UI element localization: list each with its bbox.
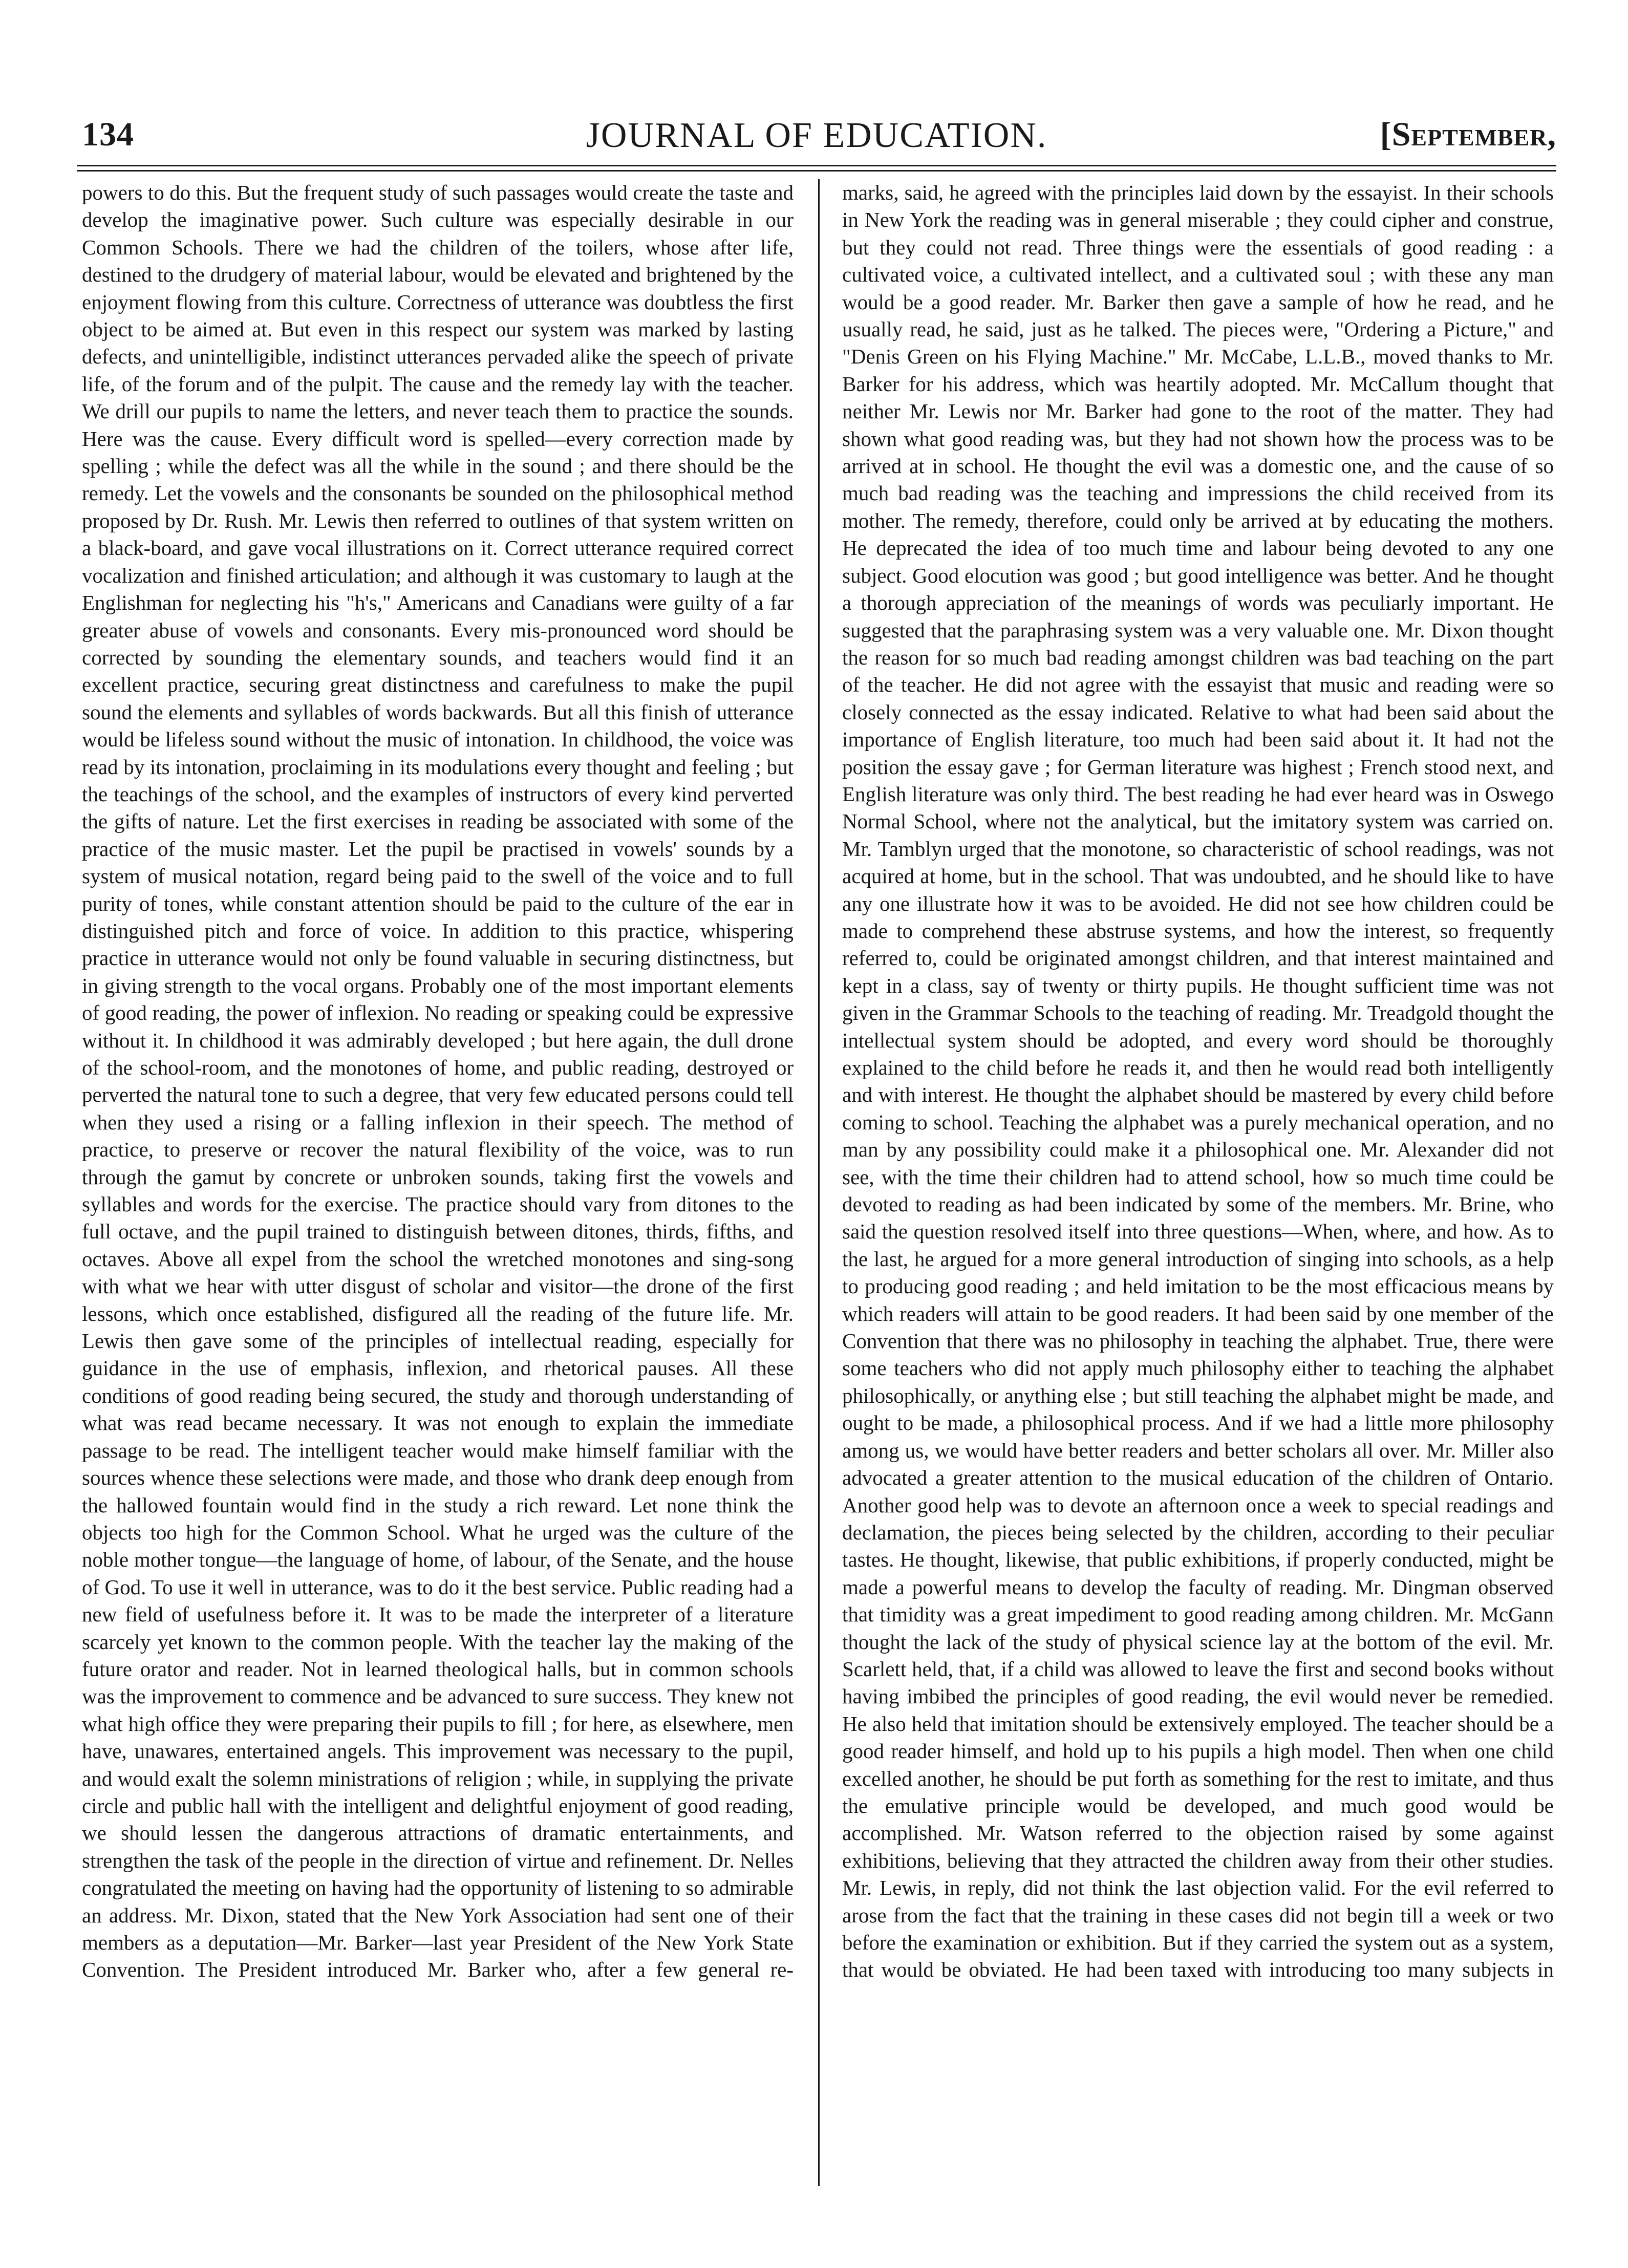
body-columns bbox=[77, 179, 1556, 2196]
right-column bbox=[842, 179, 1554, 2196]
left-column-text: powers to do this. But the frequent study of such passages would create the taste and develop the imaginative power. Such culture was especially desirable in our Common Schools. There we had the children of the toilers, whose after life, destined to the drudgery of material labour, would be elevated and brightened by the enjoyment flowing from this culture. Correctness of utterance was doubtless the first object to be aimed at. But even in this respect our system was marked by lasting defects, and unintelligible, indistinct utterances pervaded alike the speech of private life, of the forum and of the pulpit. The cause and the remedy lay with the teacher. We drill our pupils to name the letters, and never teach them to practice the sounds. Here was the cause. Every difficult word is spelled—every correction made by spelling ; while the defect was all the while in the sound ; and there should be the remedy. Let the vowels and the consonants be sounded on the philosophical method proposed by Dr. Rush. Mr. Lewis then referred to outlines of that system written on a black-board, and gave vocal illustrations on it. Correct utterance required correct vocalization and finished articulation; and although it was customary to laugh at the Englishman for neglecting his "h's," Americans and Canadians were guilty of a far greater abuse of vowels and consonants. Every mis-pronounced word should be corrected by sounding the elementary sounds, and teachers would find it an excellent practice, securing great distinctness and carefulness to make the pupil sound the elements and syllables of words backwards. But all this finish of utterance would be lifeless sound without the music of intonation. In childhood, the voice was read by its intonation, proclaiming in its modulations every thought and feeling ; but the teachings of the school, and the examples of instructors of every kind perverted the gifts of nature. Let the first exercises in reading be associated with some of the practice of the music master. Let the pupil be practised in vowels' sounds by a system of musical notation, regard being paid to the swell of the voice and to full purity of tones, while constant attention should be paid to the culture of the ear in distinguished pitch and force of voice. In addition to this practice, whispering practice in utterance would not only be found valuable in securing distinctness, but in giving strength to the vocal organs. Probably one of the most important elements of good reading, the power of inflexion. No reading or speaking could be expressive without it. In childhood it was admirably developed ; but here again, the dull drone of the school-room, and the monotones of home, and public reading, destroyed or perverted the natural tone to such a degree, that very few educated persons could tell when they used a rising or a falling inflexion in their speech. The method of practice, to preserve or recover the natural flexibility of the voice, was to run through the gamut by concrete or unbroken sounds, taking first the vowels and syllables and words for the exercise. The practice should vary from ditones to the full octave, and the pupil trained to distinguish between ditones, thirds, fifths, and octaves. Above all expel from the school the wretched monotones and sing-song with what we hear with utter disgust of scholar and visitor—the drone of the first lessons, which once established, disfigured all the reading of the future life. Mr. Lewis then gave some of the principles of intellectual reading, especially for guidance in the use of emphasis, inflexion, and rhetorical pauses. All these conditions of good reading being secured, the study and thorough understanding of what was read became necessary. It was not enough to explain the immediate passage to be read. The intelligent teacher would make himself familiar with the sources whence these selections were made, and those who drank deep enough from the hallowed fountain would find in the study a rich reward. Let none think the objects too high for the Common School. What he urged was the culture of the noble mother tongue—the language of home, of labour, of the Senate, and the house of God. To use it well in utterance, was to do it the best service. Public reading had a new field of usefulness before it. It was to be made the interpreter of a literature scarcely yet known to the common people. With the teacher lay the making of the future orator and reader. Not in learned theological halls, but in common schools was the improvement to commence and be advanced to sure success. They knew not what high office they were preparing their pupils to fill ; for here, as elsewhere, men have, unawares, entertained angels. This improvement was necessary to the pupil, and would exalt the solemn ministrations of religion ; while, in supplying the private circle and public hall with the intelligent and delightful enjoyment of good reading, we should lessen the dangerous attractions of dramatic entertainments, and strengthen the task of the people in the direction of virtue and refinement. Dr. Nelles congratulated the meeting on having had the opportunity of listening to so admirable an address. Mr. Dixon, stated that the New York Association had sent one of their members as a deputation—Mr. Barker—last year President of the New York State Convention. The President introduced Mr. Barker who, after a few general re- bbox=[82, 181, 794, 1982]
month-label: [September, bbox=[1380, 116, 1556, 153]
left-column bbox=[82, 179, 794, 2196]
page-number: 134 bbox=[82, 116, 134, 153]
right-column-text: marks, said, he agreed with the principles laid down by the essayist. In their schools in New York the reading was in general miserable ; they could cipher and construe, but they could not read. Three things were the essentials of good reading : a cultivated voice, a cultivated intellect, and a cultivated soul ; with these any man would be a good reader. Mr. Barker then gave a sample of how he read, and he usually read, he said, just as he talked. The pieces were, "Ordering a Picture," and "Denis Green on his Flying Machine." Mr. McCabe, L.L.B., moved thanks to Mr. Barker for his address, which was heartily adopted. Mr. McCallum thought that neither Mr. Lewis nor Mr. Barker had gone to the root of the matter. They had shown what good reading was, but they had not shown how the process was to be arrived at in school. He thought the evil was a domestic one, and the cause of so much bad reading was the teaching and impressions the child received from its mother. The remedy, therefore, could only be arrived at by educating the mothers. He deprecated the idea of too much time and labour being devoted to any one subject. Good elocution was good ; but good intelligence was better. And he thought a thorough appreciation of the meanings of words was peculiarly important. He suggested that the paraphrasing system was a very valuable one. Mr. Dixon thought the reason for so much bad reading amongst children was bad teaching on the part of the teacher. He did not agree with the essayist that music and reading were so closely connected as the essay indicated. Relative to what had been said about the importance of English literature, too much had been said about it. It had not the position the essay gave ; for German literature was highest ; French stood next, and English literature was only third. The best reading he had ever heard was in Oswego Normal School, where not the analytical, but the imitatory system was carried on. Mr. Tamblyn urged that the monotone, so characteristic of school readings, was not acquired at home, but in the school. That was undoubted, and he should like to have any one illustrate how it was to be avoided. He did not see how children could be made to comprehend these abstruse systems, and how the interest, so frequently referred to, could be originated amongst children, and that interest maintained and kept in a class, say of twenty or thirty pupils. He thought sufficient time was not given in the Grammar Schools to the teaching of reading. Mr. Treadgold thought the intellectual system should be adopted, and every word should be thoroughly explained to the child before he reads it, and then he would read both intelligently and with interest. He thought the alphabet should be mastered by every child before coming to school. Teaching the alphabet was a purely mechanical operation, and no man by any possibility could make it a philosophical one. Mr. Alexander did not see, with the time their children had to attend school, how so much time could be devoted to reading as had been indicated by some of the members. Mr. Brine, who said the question resolved itself into three questions—When, where, and how. As to the last, he argued for a more general introduction of singing into schools, as a help to producing good reading ; and held imitation to be the most efficacious means by which readers will attain to be good readers. It had been said by one member of the Convention that there was no philosophy in teaching the alphabet. True, there were some teachers who did not apply much philosophy either to teaching the alphabet philosophically, or anything else ; but still teaching the alphabet might be made, and ought to be made, a philosophical process. And if we had a little more philosophy among us, we would have better readers and better scholars all over. Mr. Miller also advocated a greater attention to the musical education of the children of Ontario. Another good help was to devote an afternoon once a week to special readings and declamation, the pieces being selected by the children, according to their peculiar tastes. He thought, likewise, that public exhibitions, if properly conducted, might be made a powerful means to develop the faculty of reading. Mr. Dingman observed that timidity was a great impediment to good reading among children. Mr. McGann thought the lack of the study of physical science lay at the bottom of the evil. Mr. Scarlett held, that, if a child was allowed to leave the first and second books without having imbibed the principles of good reading, the evil would never be remedied. He also held that imitation should be extensively employed. The teacher should be a good reader himself, and hold up to his pupils a high model. Then when one child excelled another, he should be put forth as something for the rest to imitate, and thus the emulative principle would be developed, and much good would be accomplished. Mr. Watson referred to the objection raised by some against exhibitions, believing that they attracted the children away from their other studies. Mr. Lewis, in reply, did not think the last objection valid. For the evil referred to arose from the fact that the training in these cases did not begin till a week or two before the examination or exhibition. But if they carried the system out as a system, that would be obviated. He had been taxed with introducing too many subjects in bbox=[842, 181, 1554, 1982]
journal-page bbox=[77, 0, 1556, 2268]
running-title: JOURNAL OF EDUCATION. bbox=[586, 116, 1047, 155]
column-divider bbox=[818, 179, 820, 2186]
header-rule-double bbox=[77, 170, 1556, 172]
header-rule bbox=[77, 165, 1556, 166]
page-header bbox=[77, 115, 1556, 161]
